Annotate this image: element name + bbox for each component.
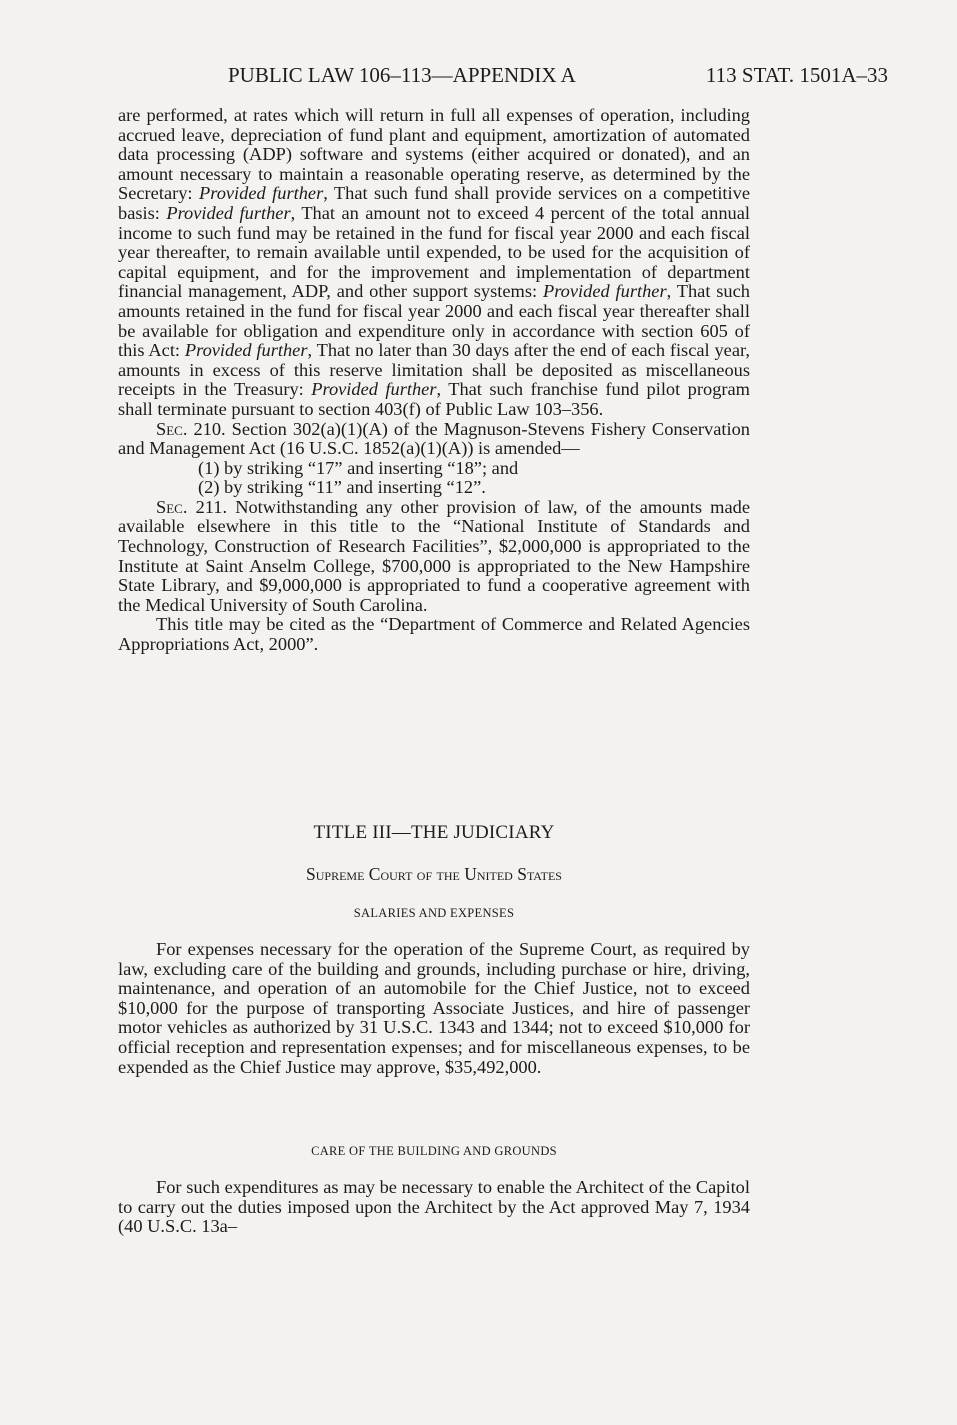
header-law-title: PUBLIC LAW 106–113—APPENDIX A — [228, 63, 576, 87]
care-building-heading: CARE OF THE BUILDING AND GROUNDS — [311, 1144, 557, 1158]
salaries-expenses-section — [118, 940, 750, 1077]
section-210-item-1: (1) by striking “17” and inserting “18”; and — [198, 457, 519, 478]
care-building-paragraph: For such expenditures as may be necessary to enable the Architect of the Capitol to carry out the duties imposed upon the Architect by the Act approved May 7, 1934 (40 U.S.C. 13a– — [118, 1177, 750, 1237]
title-citation: This title may be cited as the “Department of Commerce and Related Agencies Appropriations Act, 2000”. — [118, 614, 750, 655]
section-210-label: Sec. 210. — [156, 418, 226, 439]
title-iii-heading: TITLE III—THE JUDICIARY — [313, 822, 555, 843]
care-building-section — [118, 1178, 750, 1237]
supreme-court-heading: Supreme Court of the United States — [306, 864, 562, 884]
franchise-fund-paragraph: are performed, at rates which will return in full all expenses of operation, including accrued leave, depreciation of fund plant and equipment, amortization of automated data processing (ADP) software and systems (either acquired or donated), and an amount necessary to maintain a reasonable operating reserve, as determined by the Secretary: Provided further, That such fund shall provide services on a competitive basis: Provided further, That an amount not to exceed 4 percent of the total annual income to such fund may be retained in the fund for fiscal year 2000 and each fiscal year thereafter, to remain available until expended, to be used for the acquisition of capital equipment, and for the improvement and implementation of department financial management, ADP, and other support systems: Provided further, That such amounts retained in the fund for fiscal year 2000 and each fiscal year thereafter shall be available for obligation and expenditure only in accordance with section 605 of this Act: Provided further, That no later than 30 days after the end of each fiscal year, amounts in excess of this reserve limitation shall be deposited as miscellaneous receipts in the Treasury: Provided further, That such franchise fund pilot program shall terminate pursuant to section 403(f) of Public Law 103–356. — [118, 105, 751, 419]
salaries-expenses-heading: SALARIES AND EXPENSES — [353, 906, 515, 920]
title2-closing-text — [118, 106, 750, 655]
section-210-item-2: (2) by striking “11” and inserting “12”. — [198, 477, 486, 498]
section-210: Sec. 210. Section 302(a)(1)(A) of the Magnuson-Stevens Fishery Conservation and Management Act (16 U.S.C. 1852(a)(1)(A)) is amended— — [118, 418, 751, 459]
section-211: Sec. 211. Notwithstanding any other provision of law, of the amounts made available elsewhere in this title to the “National Institute of Standards and Technology, Construction of Research Facilities”, $2,000,000 is appropriated to the Institute at Saint Anselm College, $700,000 is appropriated to the New Hampshire State Library, and $9,000,000 is appropriated to fund a cooperative agreement with the Medical University of South Carolina. — [118, 496, 750, 615]
header-stat-page: 113 STAT. 1501A–33 — [705, 63, 888, 87]
section-211-label: Sec. 211. — [156, 496, 228, 517]
salaries-expenses-paragraph: For expenses necessary for the operation of the Supreme Court, as required by law, excluding care of the building and grounds, including purchase or hire, driving, maintenance, and operation of an automobile for the Chief Justice, not to exceed $10,000 for the purpose of transporting Associate Justices, and hire of passenger motor vehicles as authorized by 31 U.S.C. 1343 and 1344; not to exceed $10,000 for official reception and representation expenses; and for miscellaneous expenses, to be expended as the Chief Justice may approve, $35,492,000. — [118, 939, 750, 1077]
